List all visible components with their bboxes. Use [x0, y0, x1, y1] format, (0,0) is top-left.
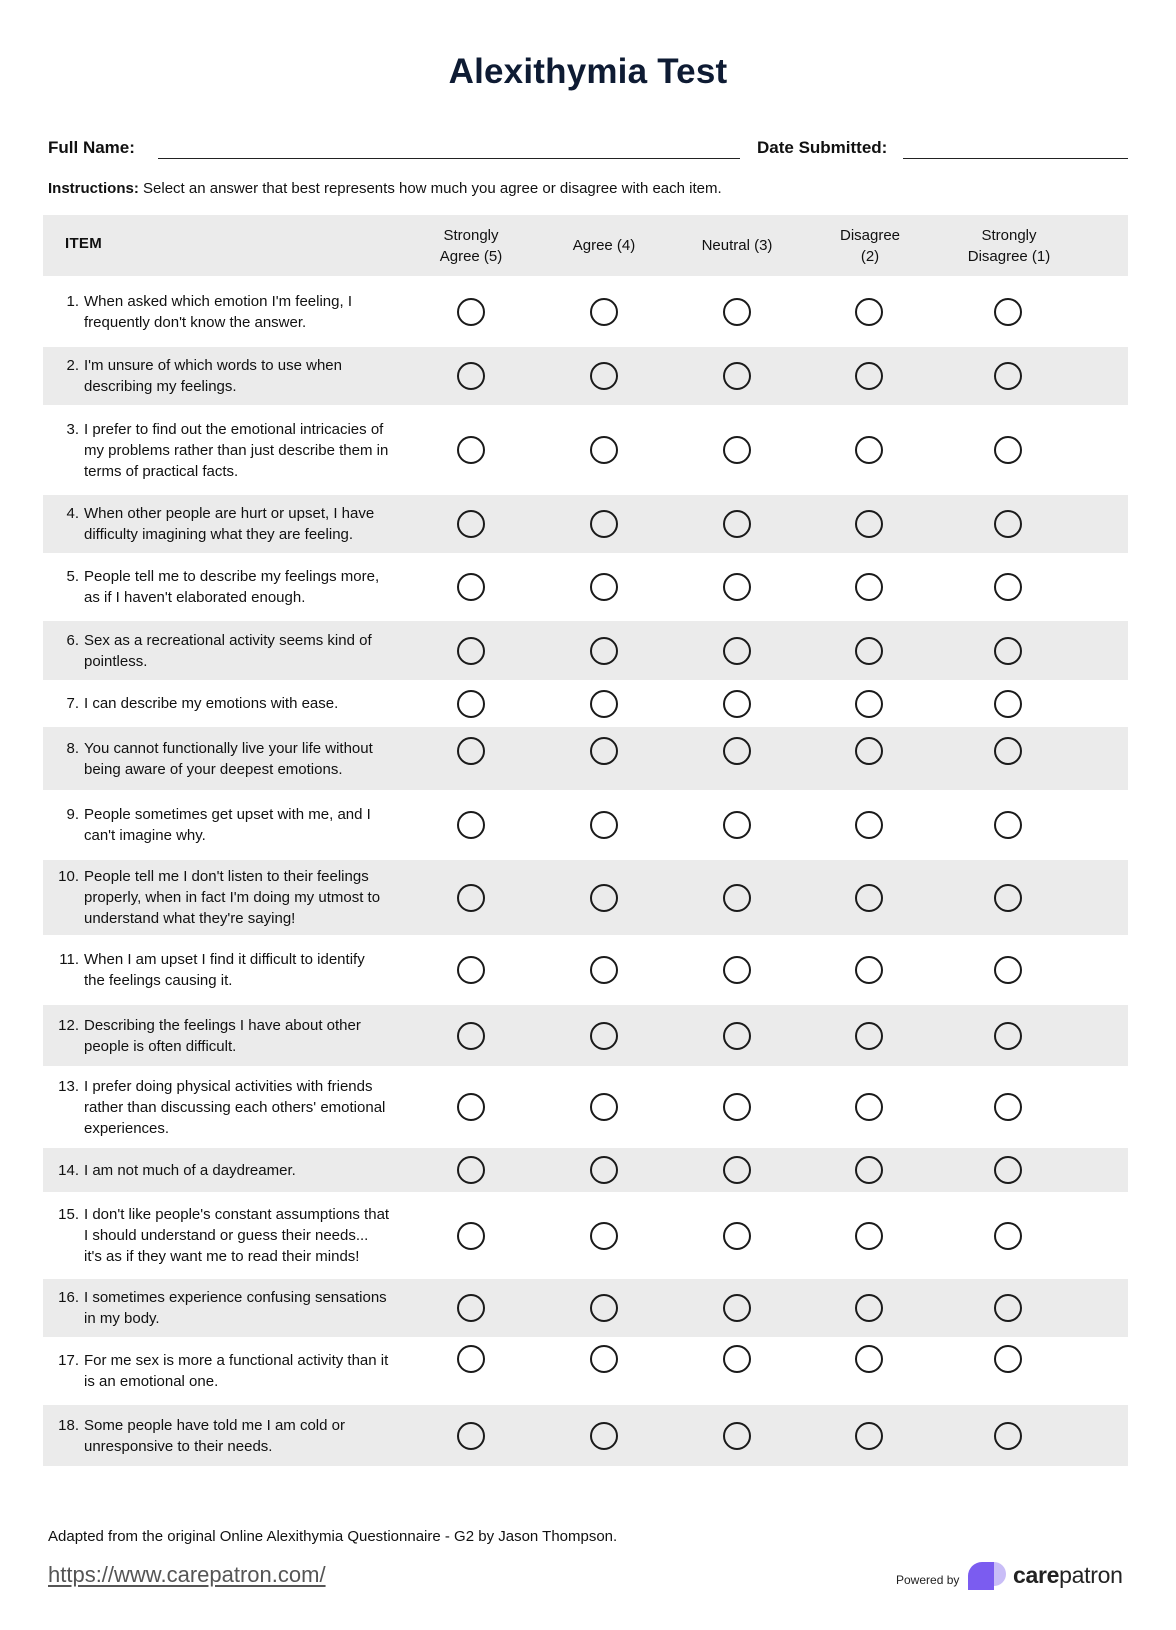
radio-strongly-disagree[interactable] — [994, 510, 1022, 538]
radio-strongly-agree[interactable] — [457, 811, 485, 839]
radio-agree[interactable] — [590, 298, 618, 326]
item-text-line: When I am upset I find it difficult to identify — [84, 951, 365, 968]
item-text — [58, 419, 428, 482]
table-row — [43, 680, 1128, 727]
item-text-line: describing my feelings. — [84, 378, 237, 395]
item-text — [58, 1076, 428, 1139]
item-text-line: I should understand or guess their needs... — [84, 1227, 369, 1244]
item-number: 12. — [58, 1017, 79, 1034]
item-text-line: I don't like people's constant assumptions that — [84, 1206, 390, 1223]
table-body — [43, 276, 1128, 1466]
radio-disagree[interactable] — [855, 1156, 883, 1184]
radio-strongly-agree[interactable] — [457, 510, 485, 538]
table-row — [43, 860, 1128, 935]
item-text-line: You cannot functionally live your life without — [84, 740, 373, 757]
radio-disagree[interactable] — [855, 1294, 883, 1322]
table-row — [43, 1192, 1128, 1279]
table-row — [43, 1066, 1128, 1148]
item-number: 18. — [58, 1417, 79, 1434]
item-text — [58, 738, 428, 780]
radio-strongly-agree[interactable] — [457, 436, 485, 464]
item-text — [58, 1160, 428, 1181]
radio-neutral[interactable] — [723, 811, 751, 839]
item-text-line: as if I haven't elaborated enough. — [84, 589, 306, 606]
radio-disagree[interactable] — [855, 737, 883, 765]
radio-neutral[interactable] — [723, 362, 751, 390]
table-row — [43, 1005, 1128, 1066]
item-text — [58, 1204, 428, 1267]
table-row — [43, 790, 1128, 860]
column-header-strongly-agree: Strongly Agree (5) — [439, 227, 503, 265]
radio-disagree[interactable] — [855, 573, 883, 601]
item-text — [58, 1350, 428, 1392]
item-text-line: my problems rather than just describe them in — [84, 442, 389, 459]
radio-disagree[interactable] — [855, 298, 883, 326]
radio-agree[interactable] — [590, 436, 618, 464]
item-column-header: ITEM — [65, 235, 103, 252]
table-row — [43, 347, 1128, 405]
radio-neutral[interactable] — [723, 1422, 751, 1450]
table-row — [43, 621, 1128, 680]
radio-strongly-agree[interactable] — [457, 1093, 485, 1121]
table-row — [43, 495, 1128, 553]
table-row — [43, 1337, 1128, 1405]
item-number: 1. — [66, 293, 79, 310]
item-number: 2. — [66, 357, 79, 374]
item-text — [58, 630, 428, 672]
table-row — [43, 1405, 1128, 1466]
item-text-line: pointless. — [84, 653, 148, 670]
item-text — [58, 1415, 428, 1457]
item-text — [58, 355, 428, 397]
radio-neutral[interactable] — [723, 298, 751, 326]
item-text — [58, 291, 428, 333]
radio-strongly-disagree[interactable] — [994, 811, 1022, 839]
radio-agree[interactable] — [590, 690, 618, 718]
radio-strongly-agree[interactable] — [457, 362, 485, 390]
item-text — [58, 566, 428, 608]
radio-neutral[interactable] — [723, 884, 751, 912]
radio-strongly-disagree[interactable] — [994, 956, 1022, 984]
item-number: 7. — [66, 695, 79, 712]
instructions — [48, 180, 722, 197]
item-text-line: I can describe my emotions with ease. — [84, 695, 339, 712]
radio-strongly-disagree[interactable] — [994, 884, 1022, 912]
item-number: 17. — [58, 1352, 79, 1369]
carepatron-logo-icon — [964, 1560, 1008, 1592]
column-header-disagree: Disagree (2) — [839, 227, 901, 265]
table-row — [43, 276, 1128, 347]
radio-strongly-agree[interactable] — [457, 573, 485, 601]
item-text — [58, 866, 428, 929]
radio-agree[interactable] — [590, 573, 618, 601]
radio-strongly-agree[interactable] — [457, 1022, 485, 1050]
item-number: 3. — [66, 421, 79, 438]
item-text-line: the feelings causing it. — [84, 972, 233, 989]
radio-strongly-disagree[interactable] — [994, 573, 1022, 601]
radio-strongly-disagree[interactable] — [994, 1093, 1022, 1121]
carepatron-wordmark: carepatron — [1013, 1562, 1123, 1588]
radio-neutral[interactable] — [723, 573, 751, 601]
item-text-line: When asked which emotion I'm feeling, I — [84, 293, 352, 310]
radio-agree[interactable] — [590, 737, 618, 765]
radio-strongly-agree[interactable] — [457, 690, 485, 718]
item-number: 10. — [58, 868, 79, 885]
radio-neutral[interactable] — [723, 1294, 751, 1322]
full-name-label: Full Name: — [48, 138, 135, 157]
radio-strongly-disagree[interactable] — [994, 737, 1022, 765]
table-row — [43, 553, 1128, 621]
radio-disagree[interactable] — [855, 811, 883, 839]
radio-strongly-agree[interactable] — [457, 956, 485, 984]
radio-neutral[interactable] — [723, 1345, 751, 1373]
table-row — [43, 1279, 1128, 1337]
radio-strongly-disagree[interactable] — [994, 637, 1022, 665]
page-title: Alexithymia Test — [448, 52, 728, 91]
table-row — [43, 1148, 1128, 1192]
item-text-line: people is often difficult. — [84, 1038, 237, 1055]
radio-disagree[interactable] — [855, 362, 883, 390]
radio-strongly-disagree[interactable] — [994, 362, 1022, 390]
item-text — [58, 1287, 428, 1329]
item-number: 4. — [66, 505, 79, 522]
item-number: 8. — [66, 740, 79, 757]
carepatron-link[interactable]: https://www.carepatron.com/ — [48, 1562, 326, 1587]
table-header — [43, 215, 1128, 276]
item-text-line: is an emotional one. — [84, 1373, 219, 1390]
item-text-line: People tell me I don't listen to their feelings — [84, 868, 369, 885]
item-text-line: unresponsive to their needs. — [84, 1438, 273, 1455]
item-text-line: Some people have told me I am cold or — [84, 1417, 345, 1434]
radio-disagree[interactable] — [855, 690, 883, 718]
radio-strongly-disagree[interactable] — [994, 1294, 1022, 1322]
item-text-line: understand what they're saying! — [84, 910, 296, 927]
radio-strongly-disagree[interactable] — [994, 690, 1022, 718]
radio-neutral[interactable] — [723, 510, 751, 538]
radio-strongly-agree[interactable] — [457, 1156, 485, 1184]
table-row — [43, 727, 1128, 790]
radio-strongly-agree[interactable] — [457, 884, 485, 912]
column-header-agree: Agree (4) — [572, 237, 636, 254]
radio-strongly-disagree[interactable] — [994, 1422, 1022, 1450]
item-text-line: difficulty imagining what they are feeling. — [84, 526, 354, 543]
item-text-line: being aware of your deepest emotions. — [84, 761, 343, 778]
item-text-line: Sex as a recreational activity seems kind of — [84, 632, 372, 649]
item-text-line: frequently don't know the answer. — [84, 314, 307, 331]
radio-strongly-agree[interactable] — [457, 1222, 485, 1250]
item-text — [58, 503, 428, 545]
radio-agree[interactable] — [590, 811, 618, 839]
item-text-line: experiences. — [84, 1120, 170, 1137]
date-submitted-field[interactable] — [903, 158, 1128, 159]
radio-disagree[interactable] — [855, 956, 883, 984]
date-submitted-label: Date Submitted: — [757, 138, 888, 157]
item-number: 6. — [66, 632, 79, 649]
item-text-line: I'm unsure of which words to use when — [84, 357, 342, 374]
radio-agree[interactable] — [590, 637, 618, 665]
item-text-line: I prefer doing physical activities with friends — [84, 1078, 373, 1095]
radio-neutral[interactable] — [723, 690, 751, 718]
item-text-line: can't imagine why. — [84, 827, 206, 844]
radio-disagree[interactable] — [855, 510, 883, 538]
form-fields — [48, 138, 1128, 164]
source-note: Adapted from the original Online Alexithymia Questionnaire - G2 by Jason Thompson. — [48, 1528, 618, 1545]
item-number: 11. — [59, 951, 79, 968]
questionnaire-table — [43, 215, 1128, 1466]
full-name-field[interactable] — [158, 158, 740, 159]
radio-agree[interactable] — [590, 884, 618, 912]
radio-strongly-disagree[interactable] — [994, 1345, 1022, 1373]
instructions-text: Select an answer that best represents how much you agree or disagree with each item. — [138, 180, 722, 197]
radio-disagree[interactable] — [855, 1345, 883, 1373]
radio-strongly-agree[interactable] — [457, 1294, 485, 1322]
radio-neutral[interactable] — [723, 1222, 751, 1250]
radio-strongly-disagree[interactable] — [994, 1022, 1022, 1050]
powered-by-label: Powered by — [896, 1573, 960, 1587]
item-text — [58, 949, 428, 991]
radio-agree[interactable] — [590, 1294, 618, 1322]
radio-agree[interactable] — [590, 510, 618, 538]
radio-neutral[interactable] — [723, 1022, 751, 1050]
item-text — [58, 804, 428, 846]
radio-strongly-agree[interactable] — [457, 298, 485, 326]
radio-neutral[interactable] — [723, 436, 751, 464]
item-text-line: Describing the feelings I have about other — [84, 1017, 361, 1034]
item-number: 14. — [58, 1162, 79, 1179]
item-number: 5. — [66, 568, 79, 585]
radio-disagree[interactable] — [855, 1093, 883, 1121]
item-text-line: When other people are hurt or upset, I have — [84, 505, 375, 522]
radio-agree[interactable] — [590, 1093, 618, 1121]
item-text — [58, 1015, 428, 1057]
radio-disagree[interactable] — [855, 1222, 883, 1250]
radio-agree[interactable] — [590, 1222, 618, 1250]
column-header-strongly-disagree: Strongly Disagree (1) — [967, 227, 1051, 265]
radio-strongly-agree[interactable] — [457, 737, 485, 765]
item-text-line: I am not much of a daydreamer. — [84, 1162, 296, 1179]
radio-agree[interactable] — [590, 1345, 618, 1373]
item-text — [58, 693, 428, 714]
radio-neutral[interactable] — [723, 956, 751, 984]
radio-agree[interactable] — [590, 956, 618, 984]
item-text-line: terms of practical facts. — [84, 463, 239, 480]
radio-strongly-agree[interactable] — [457, 1422, 485, 1450]
radio-strongly-disagree[interactable] — [994, 1222, 1022, 1250]
radio-disagree[interactable] — [855, 637, 883, 665]
radio-strongly-agree[interactable] — [457, 1345, 485, 1373]
item-number: 13. — [58, 1078, 79, 1095]
radio-agree[interactable] — [590, 1156, 618, 1184]
item-text-line: People sometimes get upset with me, and I — [84, 806, 371, 823]
radio-agree[interactable] — [590, 1422, 618, 1450]
radio-strongly-disagree[interactable] — [994, 1156, 1022, 1184]
radio-neutral[interactable] — [723, 637, 751, 665]
item-text-line: I prefer to find out the emotional intricacies of — [84, 421, 384, 438]
radio-strongly-disagree[interactable] — [994, 436, 1022, 464]
radio-neutral[interactable] — [723, 1156, 751, 1184]
item-text-line: it's as if they want me to read their minds! — [84, 1248, 360, 1265]
item-number: 9. — [66, 806, 79, 823]
radio-disagree[interactable] — [855, 436, 883, 464]
item-text-line: I sometimes experience confusing sensations — [84, 1289, 387, 1306]
radio-neutral[interactable] — [723, 737, 751, 765]
item-text-line: properly, when in fact I'm doing my utmost to — [84, 889, 381, 906]
radio-disagree[interactable] — [855, 884, 883, 912]
radio-agree[interactable] — [590, 1022, 618, 1050]
table-row — [43, 405, 1128, 495]
instructions-label: Instructions: — [48, 180, 139, 197]
item-number: 16. — [58, 1289, 79, 1306]
radio-strongly-disagree[interactable] — [994, 298, 1022, 326]
item-text-line: rather than discussing each others' emotional — [84, 1099, 386, 1116]
radio-neutral[interactable] — [723, 1093, 751, 1121]
radio-disagree[interactable] — [855, 1422, 883, 1450]
radio-agree[interactable] — [590, 362, 618, 390]
item-text-line: For me sex is more a functional activity than it — [84, 1352, 389, 1369]
item-number: 15. — [58, 1206, 79, 1223]
item-text-line: in my body. — [84, 1310, 160, 1327]
column-header-neutral: Neutral (3) — [701, 237, 773, 254]
table-row — [43, 935, 1128, 1005]
item-text-line: People tell me to describe my feelings more, — [84, 568, 380, 585]
radio-strongly-agree[interactable] — [457, 637, 485, 665]
radio-disagree[interactable] — [855, 1022, 883, 1050]
